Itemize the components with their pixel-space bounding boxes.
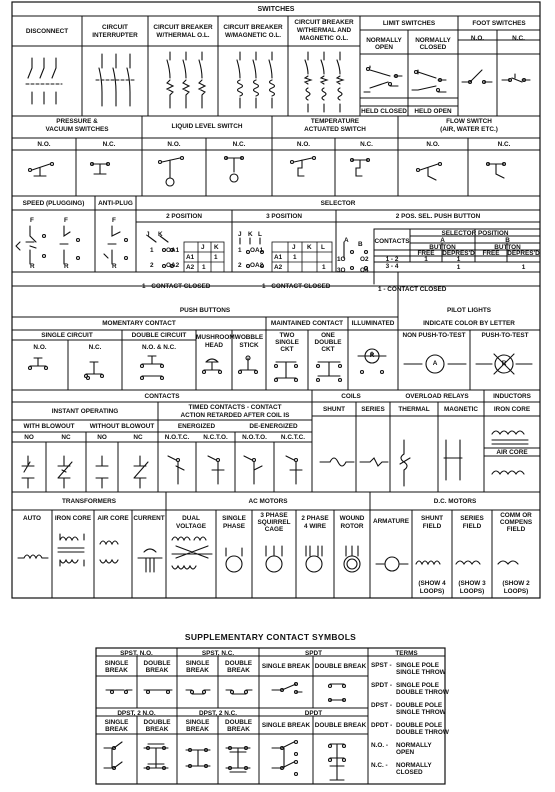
two-single-label-3: CKT — [280, 346, 294, 353]
pos2-oa1: OA1 — [166, 247, 180, 254]
series-field-label-2: FIELD — [462, 523, 482, 530]
terms-label: TERMS — [395, 650, 418, 657]
pressure-no: N.O. — [37, 141, 51, 148]
pos2-closed: 1 - CONTACT CLOSED — [142, 283, 211, 290]
armature-label: ARMATURE — [372, 518, 410, 525]
two-phase-label-2: 4 WIRE — [303, 523, 326, 530]
foot-no-label: N.O. — [470, 35, 485, 42]
spdt-label: SPDT — [304, 650, 323, 657]
dpst-nc-label: DPST, 2 N.C. — [199, 710, 237, 717]
pb-no: N.O. — [33, 344, 47, 351]
breaker-magnetic-label-2: W/MAGNETIC O.L. — [224, 32, 282, 39]
pos2-tj: J — [201, 244, 205, 251]
pos2-t1b: 1 — [202, 264, 206, 271]
one-double-label-1: ONE — [321, 332, 335, 339]
foot-switches-label: FOOT SWITCHES — [472, 20, 526, 27]
air-core-label: AIR CORE — [97, 515, 129, 522]
disconnect-symbol — [26, 58, 62, 104]
pos3-k: K — [248, 231, 253, 238]
temperature-label-1: TEMPERATURE — [310, 118, 360, 125]
breaker-magnetic-label-1: CIRCUIT BREAKER — [223, 24, 283, 31]
ncto-label: N.C.T.O. — [203, 434, 228, 441]
psel-30: 3O — [337, 267, 346, 274]
wound-label-2: ROTOR — [340, 523, 364, 530]
term-desc-4b: OPEN — [396, 749, 415, 756]
pb-no-nc: N.O. & N.C. — [141, 344, 177, 351]
dpdt-sb-label: SINGLE BREAK — [261, 722, 311, 729]
pilot-lights-title: PILOT LIGHTS — [446, 307, 492, 314]
breaker-thermal-magnetic-label-3: MAGNETIC O.L. — [299, 35, 349, 42]
flow-no: N.O. — [426, 141, 440, 148]
term-abbr-0: SPST - — [371, 662, 392, 669]
pos3-oa1: OA1 — [250, 247, 264, 254]
flow-switch-symbols — [417, 163, 506, 181]
pressure-label-2: VACUUM SWITCHES — [45, 126, 109, 133]
wob-no: NO — [97, 434, 107, 441]
sel-b-free: FREE — [482, 250, 500, 257]
sel-34-b-dep: 1 — [521, 264, 526, 271]
comm-label-2: COMPENS — [499, 519, 533, 526]
term-desc-5a: NORMALLY — [396, 762, 432, 769]
speed-label: SPEED (PLUGGING) — [22, 200, 85, 207]
sb4-label-1: SINGLE — [185, 719, 210, 726]
foot-switch-symbols — [462, 70, 530, 84]
comm-label-3: FIELD — [506, 526, 526, 533]
term-desc-3b: DOUBLE THROW — [396, 729, 449, 736]
sb2-label-2: BREAK — [186, 667, 209, 674]
supplementary-title: SUPPLEMENTARY CONTACT SYMBOLS — [184, 632, 357, 642]
shunt-field-label-1: SHUNT — [420, 515, 443, 522]
pos2-k: K — [158, 231, 163, 238]
comm-label-1: COMM OR — [500, 512, 532, 519]
pos3-t1b: 1 — [322, 264, 326, 271]
psel-a: A — [344, 237, 349, 244]
sb3-label-2: BREAK — [105, 726, 128, 733]
dpdt-db-label: DOUBLE BREAK — [314, 722, 367, 729]
pos3-tj: J — [292, 244, 296, 251]
limit-switch-symbols — [364, 66, 446, 92]
term-abbr-5: N.C. - — [371, 762, 388, 769]
held-open-label: HELD OPEN — [414, 108, 452, 115]
speed2-r: R — [64, 263, 69, 270]
sel-a-label: A — [440, 237, 445, 244]
speed2-f: F — [64, 217, 68, 224]
disconnect-label: DISCONNECT — [25, 28, 69, 35]
speed-r: R — [30, 263, 35, 270]
sel-row-34: 3 - 4 — [385, 263, 399, 270]
instant-contact-symbols — [22, 456, 148, 488]
pos3-oa2: OA2 — [250, 262, 264, 269]
sel-34-a-dep: 1 — [456, 264, 461, 271]
circuit-interrupter-label-2: INTERRUPTER — [92, 32, 138, 39]
pos3-n2: 2 — [238, 262, 242, 269]
iron-core-inductor-label: IRON CORE — [493, 406, 531, 413]
pos3-tl: L — [321, 244, 325, 251]
single-phase-label-2: PHASE — [222, 523, 246, 530]
two-position-label: 2 POSITION — [166, 213, 202, 220]
liquid-no: N.O. — [167, 141, 181, 148]
selector-label: SELECTOR — [320, 200, 356, 207]
flow-nc: N.C. — [497, 141, 511, 148]
term-abbr-4: N.O. - — [371, 742, 389, 749]
dpdt-label: DPDT — [304, 710, 323, 717]
transformer-symbols — [18, 534, 212, 572]
two-single-label-2: SINGLE — [275, 339, 299, 346]
sb3-label-1: SINGLE — [104, 719, 129, 726]
show3-label-2: LOOPS) — [459, 588, 485, 595]
liquid-nc: N.C. — [232, 141, 246, 148]
breaker-thermal-magnetic-symbol — [305, 52, 343, 112]
limit-nc-label-1: NORMALLY — [415, 37, 451, 44]
circuit-interrupter-label-1: CIRCUIT — [102, 24, 128, 31]
antiplug-r: R — [112, 263, 117, 270]
one-double-label-2: DOUBLE — [314, 339, 342, 346]
three-position-label: 3 POSITION — [266, 213, 302, 220]
two-phase-label-1: 2 PHASE — [301, 515, 329, 522]
sel-row-12: 1 - 2 — [385, 256, 399, 263]
sel-12-a-free: 1 — [424, 256, 428, 263]
psel-02: O2 — [360, 256, 369, 263]
sel-12-a-dep: 1 — [456, 256, 461, 263]
notc-label: N.O.T.C. — [164, 434, 190, 441]
de-energized-label: DE-ENERGIZED — [249, 423, 298, 430]
wob-nc: NC — [133, 434, 143, 441]
pos2-n1: 1 — [150, 247, 154, 254]
pos3-closed: 1 - CONTACT CLOSED — [262, 283, 331, 290]
sel-a-button: BUTTON — [429, 244, 456, 251]
show4-label-2: LOOPS) — [419, 588, 445, 595]
ac-motors-title: AC MOTORS — [248, 498, 288, 505]
dual-label-1: DUAL — [182, 515, 200, 522]
sel-b-depressed: DEPRES'D — [507, 250, 540, 257]
pilot-r: R — [501, 360, 507, 367]
foot-nc-label: N.C. — [512, 35, 525, 42]
illuminated-label: ILLUMINATED — [351, 320, 395, 327]
limit-nc-label-2: CLOSED — [419, 44, 447, 51]
pos3-ta1: A1 — [274, 254, 283, 261]
push-buttons-title: PUSH BUTTONS — [179, 307, 231, 314]
flow-label-2: (AIR, WATER ETC.) — [440, 126, 498, 133]
without-blowout-label: WITHOUT BLOWOUT — [89, 423, 155, 430]
sb2-label-1: SINGLE — [185, 660, 210, 667]
pos2-ta2: A2 — [186, 264, 195, 271]
term-desc-1b: DOUBLE THROW — [396, 689, 449, 696]
with-blowout-label: WITH BLOWOUT — [23, 423, 75, 430]
overload-title: OVERLOAD RELAYS — [405, 393, 469, 400]
limit-no-label-1: NORMALLY — [366, 37, 402, 44]
timed-label-1: TIMED CONTACTS - CONTACT — [188, 404, 282, 411]
term-abbr-1: SPDT - — [371, 682, 392, 689]
sel-a-free: FREE — [417, 250, 435, 257]
sel-b-label: B — [505, 237, 510, 244]
contacts-col-label: CONTACTS — [374, 238, 410, 245]
term-desc-4a: NORMALLY — [396, 742, 432, 749]
breaker-magnetic-symbol — [237, 52, 275, 108]
switches-title: SWITCHES — [257, 6, 295, 13]
single-phase-label-1: SINGLE — [222, 515, 246, 522]
temperature-label-2: ACTUATED SWITCH — [304, 126, 366, 133]
pos3-l: L — [258, 231, 262, 238]
one-double-label-3: CKT — [321, 346, 335, 353]
breaker-thermal-magnetic-label-2: W/THERMAL AND — [296, 27, 352, 34]
speed-f: F — [30, 217, 34, 224]
wobble-label-2: STICK — [239, 342, 259, 349]
breaker-thermal-label-2: W/THERMAL O.L. — [156, 32, 210, 39]
pos2-tk: K — [214, 244, 219, 251]
db3-label-1: DOUBLE — [143, 719, 171, 726]
term-desc-3a: DOUBLE POLE — [396, 722, 443, 729]
antiplug-label: ANTI-PLUG — [98, 200, 133, 207]
three-phase-label-2: SQUIRREL — [257, 519, 291, 526]
non-push-label: NON PUSH-TO-TEST — [402, 332, 466, 339]
term-abbr-3: DPDT - — [371, 722, 393, 729]
pos2-j: J — [146, 231, 150, 238]
temperature-switch-symbols — [291, 157, 370, 177]
dual-label-2: VOLTAGE — [176, 523, 206, 530]
pos2-oa2: OA2 — [166, 262, 180, 269]
show4-label-1: (SHOW 4 — [418, 580, 446, 587]
three-phase-label-3: CAGE — [264, 526, 284, 533]
pos2-n2: 2 — [150, 262, 154, 269]
coil-symbols — [320, 440, 462, 486]
magnetic-overload-label: MAGNETIC — [443, 406, 479, 413]
push-button-symbols — [29, 356, 342, 382]
dc-motor-symbols — [376, 557, 518, 571]
db1-label-1: DOUBLE — [143, 660, 171, 667]
shunt-field-label-2: FIELD — [422, 523, 442, 530]
three-phase-label-1: 3 PHASE — [260, 512, 288, 519]
term-desc-5b: CLOSED — [396, 769, 423, 776]
series-coil-label: SERIES — [361, 406, 385, 413]
noto-label: N.O.T.O. — [242, 434, 267, 441]
sb4-label-2: BREAK — [186, 726, 209, 733]
maintained-label: MAINTAINED CONTACT — [270, 320, 344, 327]
nctc-label: N.C.T.C. — [280, 434, 306, 441]
sb1-label-1: SINGLE — [104, 660, 129, 667]
dc-motors-title: D.C. MOTORS — [433, 498, 477, 505]
wb-no: NO — [24, 434, 34, 441]
held-closed-label: HELD CLOSED — [361, 108, 407, 115]
pos3-n1: 1 — [238, 247, 242, 254]
contacts-title: CONTACTS — [144, 393, 180, 400]
temp-no: N.O. — [296, 141, 311, 148]
inductors-title: INDUCTORS — [493, 393, 531, 400]
pos3-ta2: A2 — [274, 264, 283, 271]
db3-label-2: BREAK — [145, 726, 169, 733]
show2-label-1: (SHOW 2 — [502, 580, 530, 587]
limit-no-label-2: OPEN — [374, 44, 394, 51]
pilot-a: A — [432, 360, 438, 367]
shunt-coil-label: SHUNT — [322, 406, 345, 413]
term-desc-2a: DOUBLE POLE — [396, 702, 443, 709]
sel-b-button: BUTTON — [494, 244, 521, 251]
air-core-inductor-label: AIR CORE — [496, 449, 528, 456]
spst-nc-label: SPST, N.C. — [201, 650, 235, 657]
pos3-tk: K — [307, 244, 312, 251]
psel-b: B — [358, 241, 363, 248]
temp-nc: N.C. — [360, 141, 373, 148]
iron-core-label: IRON CORE — [54, 515, 92, 522]
spdt-sb-label: SINGLE BREAK — [261, 663, 311, 670]
wb-nc: NC — [61, 434, 71, 441]
db4-label-2: BREAK — [227, 726, 250, 733]
energized-label: ENERGIZED — [177, 423, 216, 430]
term-desc-0a: SINGLE POLE — [396, 662, 439, 669]
thermal-overload-label: THERMAL — [398, 406, 430, 413]
term-desc-0b: SINGLE THROW — [396, 669, 446, 676]
pos2-ta1: A1 — [186, 254, 195, 261]
flow-label-1: FLOW SWITCH — [446, 118, 492, 125]
dpst-no-label: DPST, 2 N.O. — [117, 710, 156, 717]
double-circuit-label: DOUBLE CIRCUIT — [131, 332, 187, 339]
speed-plugging-symbols — [16, 226, 128, 264]
wobble-label-1: WOBBLE — [234, 334, 264, 341]
pressure-label-1: PRESSURE & — [56, 118, 98, 125]
current-label: CURRENT — [133, 515, 165, 522]
term-desc-1a: SINGLE POLE — [396, 682, 439, 689]
show3-label-1: (SHOW 3 — [458, 580, 486, 587]
liquid-level-symbols — [159, 157, 244, 187]
spdt-db-label: DOUBLE BREAK — [314, 663, 367, 670]
pos2-t1a: 1 — [214, 254, 218, 261]
series-field-label-1: SERIES — [460, 515, 484, 522]
timed-contact-symbols — [168, 456, 302, 484]
illuminated-r: R — [369, 352, 375, 359]
indicate-color-label: INDICATE COLOR BY LETTER — [423, 320, 515, 327]
liquid-label: LIQUID LEVEL SWITCH — [171, 123, 243, 130]
psel-10: 1O — [337, 256, 346, 263]
psel-04: O4 — [360, 267, 369, 274]
spst-no-label: SPST, N.O. — [120, 650, 153, 657]
pb-nc: N.C. — [88, 344, 102, 351]
breaker-thermal-label-1: CIRCUIT BREAKER — [153, 24, 213, 31]
antiplug-f: F — [112, 217, 116, 224]
instant-label: INSTANT OPERATING — [51, 408, 119, 415]
db4-label-1: DOUBLE — [225, 719, 252, 726]
mushroom-label-1: MUSHROOM — [196, 334, 235, 341]
pressure-nc: N.C. — [102, 141, 116, 148]
ac-motor-symbols — [226, 546, 360, 572]
two-single-label-1: TWO — [279, 332, 295, 339]
wound-label-1: WOUND — [339, 515, 365, 522]
selector-position-label: SELECTOR POSITION — [441, 230, 509, 237]
single-circuit-label: SINGLE CIRCUIT — [41, 332, 93, 339]
pressure-switch-symbols — [29, 163, 110, 177]
sb1-label-2: BREAK — [105, 667, 128, 674]
breaker-thermal-magnetic-label-1: CIRCUIT BREAKER — [294, 19, 354, 26]
psel-closed: 1 - CONTACT CLOSED — [378, 286, 447, 293]
db2-label-2: BREAK — [227, 667, 250, 674]
db2-label-1: DOUBLE — [225, 660, 252, 667]
circuit-interrupter-symbol — [96, 54, 136, 106]
limit-switches-label: LIMIT SWITCHES — [382, 20, 436, 27]
pos3-t1a: 1 — [293, 254, 297, 261]
db1-label-2: BREAK — [145, 667, 169, 674]
momentary-label: MOMENTARY CONTACT — [102, 320, 176, 327]
push-test-label: PUSH-TO-TEST — [481, 332, 529, 339]
pos3-j: J — [238, 231, 242, 238]
coils-title: COILS — [341, 393, 361, 400]
breaker-thermal-symbol — [167, 52, 205, 108]
term-desc-2b: SINGLE THROW — [396, 709, 446, 716]
auto-label: AUTO — [23, 515, 41, 522]
timed-label-2: ACTION RETARDED AFTER COIL IS — [180, 412, 290, 419]
term-abbr-2: DPST - — [371, 702, 392, 709]
transformers-title: TRANSFORMERS — [62, 498, 116, 505]
sel-a-depressed: DEPRES'D — [442, 250, 475, 257]
mushroom-label-2: HEAD — [204, 342, 224, 349]
pos-sel-push-label: 2 POS. SEL. PUSH BUTTON — [395, 213, 481, 220]
show2-label-2: LOOPS) — [503, 588, 529, 595]
